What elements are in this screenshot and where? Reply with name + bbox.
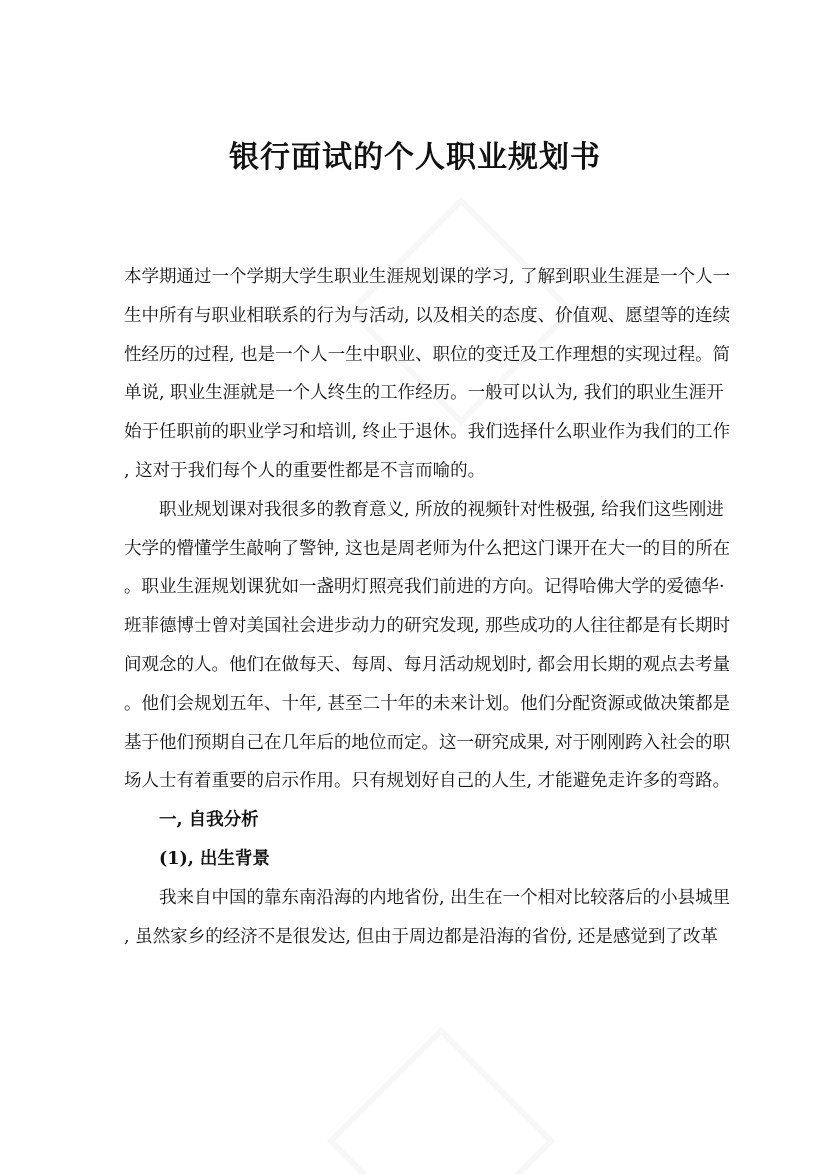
document-title: 银行面试的个人职业规划书 (229, 140, 601, 175)
watermark-shape (326, 1026, 555, 1174)
paragraph-line: 大学的懵懂学生敲响了警钟, 这也是周老师为什么把这门课开在大一的目的所在 (124, 538, 731, 559)
paragraph-line: 场人士有着重要的启示作用。只有规划好自己的人生, 才能避免走许多的弯路。 (124, 771, 731, 792)
paragraph-line: 性经历的过程, 也是一个人一生中职业、职位的变迁及工作理想的实现过程。简 (124, 344, 731, 365)
paragraph-line: 。他们会规划五年、十年, 甚至二十年的未来计划。他们分配资源或做决策都是 (124, 693, 731, 714)
paragraph-line: 。职业生涯规划课犹如一盏明灯照亮我们前进的方向。记得哈佛大学的爱德华· (124, 577, 725, 598)
paragraph-line: 间观念的人。他们在做每天、每周、每月活动规划时, 都会用长期的观点去考量 (124, 654, 731, 675)
subsection-heading: (1), 出生背景 (159, 848, 270, 869)
paragraph-line: 我来自中国的靠东南沿海的内地省份, 出生在一个相对比较落后的小县城里 (159, 887, 731, 908)
paragraph-line: , 这对于我们每个人的重要性都是不言而喻的。 (124, 460, 486, 481)
paragraph-line: 基于他们预期自己在几年后的地位而定。这一研究成果, 对于刚刚跨入社会的职 (124, 732, 731, 753)
paragraph-line: 始于任职前的职业学习和培训, 终止于退休。我们选择什么职业作为我们的工作 (124, 422, 731, 443)
paragraph-line: 生中所有与职业相联系的行为与活动, 以及相关的态度、价值观、愿望等的连续 (124, 305, 731, 326)
paragraph-line: , 虽然家乡的经济不是很发达, 但由于周边都是沿海的省份, 还是感觉到了改革 (124, 926, 718, 947)
document-body (124, 258, 731, 956)
paragraph-line: 本学期通过一个学期大学生职业生涯规划课的学习, 了解到职业生涯是一个人一 (124, 267, 731, 287)
paragraph-line: 职业规划课对我很多的教育意义, 所放的视频针对性极强, 给我们这些刚进 (159, 499, 724, 520)
paragraph-line: 班菲德博士曾对美国社会进步动力的研究发现, 那些成功的人往往都是有长期时 (124, 616, 731, 637)
paragraph-line: 单说, 职业生涯就是一个人终生的工作经历。一般可以认为, 我们的职业生涯开 (124, 383, 724, 404)
section-heading: 一, 自我分析 (159, 810, 259, 831)
